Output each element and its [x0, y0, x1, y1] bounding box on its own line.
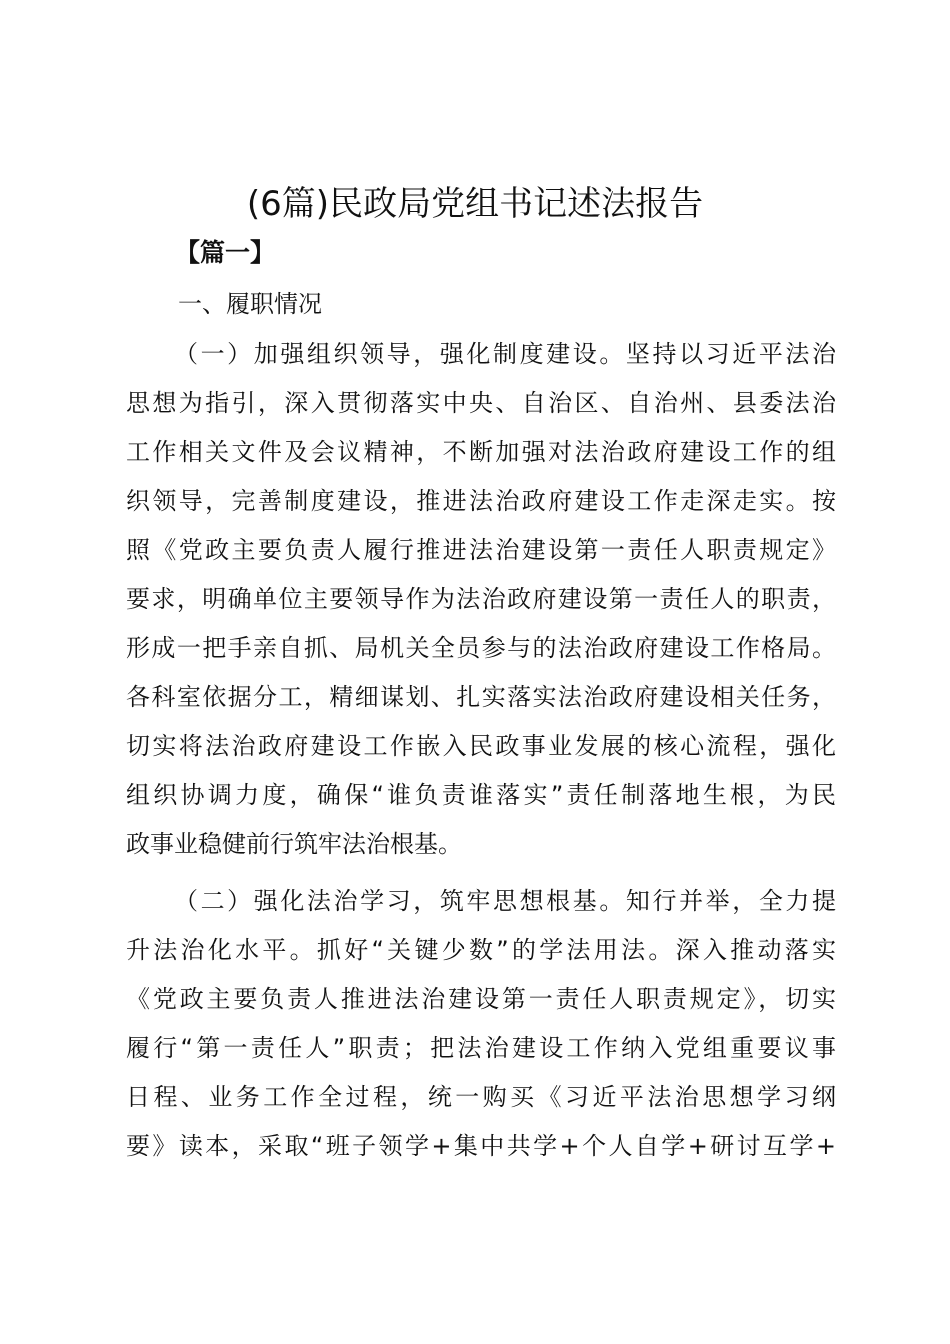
article-label: 【篇一】 — [175, 238, 276, 267]
paragraph-1-line: 政事业稳健前行筑牢法治根基。 — [126, 830, 462, 858]
paragraph-1-line: （一）加强组织领导，强化制度建设。坚持以习近平法治 — [174, 340, 836, 368]
paragraph-1-line: 切实将法治政府建设工作嵌入民政事业发展的核心流程，强化 — [126, 732, 836, 760]
paragraph-1-line: 织领导，完善制度建设，推进法治政府建设工作走深走实。按 — [126, 487, 836, 515]
paragraph-1-line: 组织协调力度，确保“谁负责谁落实”责任制落地生根，为民 — [126, 781, 836, 809]
section-heading: 一、履职情况 — [178, 290, 322, 318]
paragraph-2-line: 要》读本，采取“班子领学+集中共学+个人自学+研讨互学+ — [126, 1132, 836, 1160]
paragraph-2-line: 履行“第一责任人”职责；把法治建设工作纳入党组重要议事 — [126, 1034, 836, 1062]
paragraph-2-line: 升法治化水平。抓好“关键少数”的学法用法。深入推动落实 — [126, 936, 836, 964]
paragraph-2-line: 《党政主要负责人推进法治建设第一责任人职责规定》，切实 — [126, 985, 836, 1013]
paragraph-1-line: 思想为指引，深入贯彻落实中央、自治区、自治州、县委法治 — [126, 389, 836, 417]
paragraph-2-line: （二）强化法治学习，筑牢思想根基。知行并举，全力提 — [174, 887, 836, 915]
paragraph-1-line: 照《党政主要负责人履行推进法治建设第一责任人职责规定》 — [126, 536, 836, 564]
paragraph-1-line: 要求，明确单位主要领导作为法治政府建设第一责任人的职责， — [126, 585, 836, 613]
paragraph-2-line: 日程、业务工作全过程，统一购买《习近平法治思想学习纲 — [126, 1083, 836, 1111]
paragraph-1-line: 各科室依据分工，精细谋划、扎实落实法治政府建设相关任务， — [126, 683, 836, 711]
paragraph-1-line: 工作相关文件及会议精神，不断加强对法治政府建设工作的组 — [126, 438, 836, 466]
document-title: (6篇)民政局党组书记述法报告 — [246, 184, 704, 224]
paragraph-1-line: 形成一把手亲自抓、局机关全员参与的法治政府建设工作格局。 — [126, 634, 836, 662]
